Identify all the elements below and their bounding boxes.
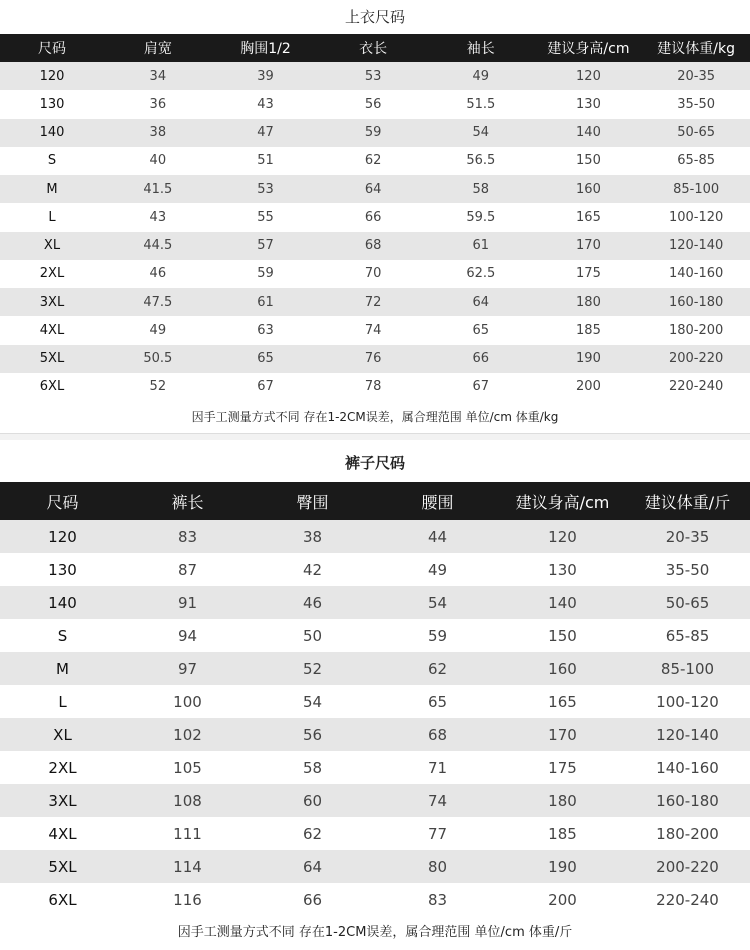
- table-cell: 65: [472, 322, 490, 338]
- table-cell: 40: [149, 153, 167, 169]
- size-cell: S: [57, 626, 68, 645]
- table-row: [0, 850, 750, 883]
- column-header: 臀围: [250, 482, 375, 520]
- table-row: [0, 685, 750, 718]
- table-cell: 160: [548, 659, 577, 678]
- table-cell: 175: [548, 758, 577, 777]
- table-cell: 190: [548, 857, 577, 876]
- table-cell: 44.5: [143, 238, 173, 254]
- table-cell: 36: [149, 96, 167, 112]
- size-cell: L: [48, 209, 56, 225]
- table-row: [0, 586, 750, 619]
- table-cell: 55: [257, 209, 274, 225]
- table-cell: 52: [302, 659, 323, 678]
- table-row: [0, 175, 750, 203]
- table-cell: 59.5: [466, 209, 496, 225]
- size-cell: 120: [48, 527, 77, 546]
- table-cell: 200-220: [656, 857, 719, 876]
- top-size-table: [0, 34, 750, 401]
- table-cell: 108: [173, 791, 202, 810]
- table-cell: 120-140: [668, 238, 724, 254]
- size-cell: 4XL: [39, 322, 65, 338]
- table-cell: 61: [257, 294, 274, 310]
- table-cell: 59: [364, 125, 382, 141]
- table-row: [0, 316, 750, 344]
- table-cell: 220-240: [668, 379, 724, 395]
- table-cell: 170: [576, 238, 601, 254]
- size-cell: 4XL: [48, 824, 77, 843]
- table-row: [0, 260, 750, 288]
- table-cell: 54: [427, 593, 448, 612]
- table-cell: 70: [364, 266, 382, 282]
- table-cell: 140: [576, 125, 601, 141]
- table-cell: 34: [149, 68, 167, 84]
- table-cell: 62: [427, 659, 448, 678]
- table-cell: 120-140: [656, 725, 719, 744]
- table-row: [0, 883, 750, 916]
- table-cell: 130: [548, 560, 577, 579]
- column-header: 肩宽: [104, 34, 212, 62]
- table-cell: 66: [472, 351, 490, 367]
- table-row: [0, 751, 750, 784]
- table-cell: 51.5: [466, 96, 496, 112]
- table-cell: 49: [472, 68, 490, 84]
- table-cell: 87: [177, 560, 198, 579]
- size-cell: XL: [53, 725, 72, 744]
- table-cell: 200: [548, 890, 577, 909]
- size-cell: 140: [48, 593, 77, 612]
- table-cell: 200: [576, 379, 601, 395]
- size-cell: 5XL: [48, 857, 77, 876]
- table-cell: 49: [427, 560, 448, 579]
- table-cell: 56.5: [466, 153, 496, 169]
- table-cell: 190: [576, 351, 601, 367]
- table-cell: 160: [576, 181, 601, 197]
- size-cell: S: [47, 153, 57, 169]
- table-cell: 116: [173, 890, 202, 909]
- table-cell: 102: [173, 725, 202, 744]
- table-cell: 85-100: [660, 659, 715, 678]
- table-cell: 74: [364, 322, 382, 338]
- table-row: [0, 784, 750, 817]
- table-cell: 65-85: [677, 153, 716, 169]
- table-cell: 114: [173, 857, 202, 876]
- size-cell: M: [56, 659, 69, 678]
- table-header-row: [0, 482, 750, 520]
- table-cell: 67: [257, 379, 274, 395]
- size-cell: 120: [39, 68, 65, 84]
- size-cell: 2XL: [48, 758, 77, 777]
- table-cell: 47: [257, 125, 274, 141]
- table-row: [0, 718, 750, 751]
- table-cell: 20-35: [665, 527, 710, 546]
- table-cell: 100-120: [668, 209, 724, 225]
- size-cell: 140: [39, 125, 65, 141]
- table-cell: 64: [472, 294, 490, 310]
- table-cell: 54: [302, 692, 323, 711]
- table-cell: 83: [177, 527, 198, 546]
- table-cell: 160-180: [668, 294, 724, 310]
- table-cell: 94: [177, 626, 198, 645]
- size-cell: 3XL: [39, 294, 65, 310]
- table-row: [0, 288, 750, 316]
- table-cell: 180-200: [656, 824, 719, 843]
- table-cell: 200-220: [668, 351, 724, 367]
- pants-size-note: 因手工测量方式不同 存在1-2CM误差，属合理范围 单位/cm 体重/斤: [177, 925, 573, 940]
- table-cell: 185: [548, 824, 577, 843]
- table-cell: 165: [548, 692, 577, 711]
- table-cell: 68: [427, 725, 448, 744]
- table-cell: 56: [364, 96, 382, 112]
- table-cell: 62: [364, 153, 382, 169]
- table-row: [0, 62, 750, 90]
- table-cell: 20-35: [677, 68, 716, 84]
- table-cell: 54: [472, 125, 490, 141]
- table-row: [0, 345, 750, 373]
- table-cell: 64: [302, 857, 323, 876]
- table-cell: 185: [576, 322, 601, 338]
- table-cell: 53: [364, 68, 382, 84]
- table-cell: 150: [576, 153, 601, 169]
- table-cell: 43: [257, 96, 274, 112]
- table-cell: 140-160: [668, 266, 724, 282]
- table-row: [0, 652, 750, 685]
- table-cell: 56: [302, 725, 323, 744]
- size-cell: XL: [43, 238, 61, 254]
- table-cell: 66: [302, 890, 323, 909]
- column-header: 建议身高/cm: [500, 482, 625, 520]
- table-cell: 39: [257, 68, 274, 84]
- table-row: [0, 90, 750, 118]
- table-cell: 140-160: [656, 758, 719, 777]
- size-cell: 130: [39, 96, 65, 112]
- table-cell: 62: [302, 824, 323, 843]
- table-cell: 38: [302, 527, 323, 546]
- table-cell: 35-50: [665, 560, 710, 579]
- table-cell: 38: [149, 125, 167, 141]
- table-cell: 83: [427, 890, 448, 909]
- table-cell: 67: [472, 379, 490, 395]
- table-cell: 43: [149, 209, 167, 225]
- size-cell: 6XL: [48, 890, 77, 909]
- top-size-note: 因手工测量方式不同 存在1-2CM误差，属合理范围 单位/cm 体重/kg: [191, 410, 559, 424]
- table-cell: 65: [257, 351, 274, 367]
- table-cell: 160-180: [656, 791, 719, 810]
- table-cell: 46: [149, 266, 167, 282]
- table-cell: 120: [548, 527, 577, 546]
- table-row: [0, 203, 750, 231]
- table-row: [0, 817, 750, 850]
- column-header: 尺码: [0, 34, 104, 62]
- size-cell: 2XL: [39, 266, 65, 282]
- table-cell: 78: [364, 379, 382, 395]
- table-cell: 130: [576, 96, 601, 112]
- table-cell: 111: [173, 824, 202, 843]
- size-cell: M: [46, 181, 58, 197]
- table-cell: 62.5: [466, 266, 496, 282]
- top-size-section: [0, 0, 750, 433]
- table-cell: 65: [427, 692, 448, 711]
- pants-size-section: [0, 444, 750, 950]
- table-cell: 58: [472, 181, 490, 197]
- table-cell: 64: [364, 181, 382, 197]
- column-header: 建议身高/cm: [535, 34, 643, 62]
- column-header: 尺码: [0, 482, 125, 520]
- table-cell: 180: [576, 294, 601, 310]
- table-cell: 42: [302, 560, 323, 579]
- table-cell: 140: [548, 593, 577, 612]
- table-cell: 165: [576, 209, 601, 225]
- table-cell: 63: [257, 322, 274, 338]
- size-cell: 5XL: [39, 351, 65, 367]
- table-cell: 91: [177, 593, 198, 612]
- table-cell: 220-240: [656, 890, 719, 909]
- column-header: 裤长: [125, 482, 250, 520]
- table-cell: 105: [173, 758, 202, 777]
- table-cell: 50.5: [143, 351, 173, 367]
- table-cell: 41.5: [143, 181, 173, 197]
- table-cell: 47.5: [143, 294, 173, 310]
- column-header: 袖长: [427, 34, 535, 62]
- table-cell: 49: [149, 322, 167, 338]
- table-cell: 72: [364, 294, 382, 310]
- table-row: [0, 520, 750, 553]
- table-cell: 180: [548, 791, 577, 810]
- pants-size-title: 裤子尺码: [344, 454, 405, 472]
- table-cell: 53: [257, 181, 274, 197]
- table-row: [0, 147, 750, 175]
- table-cell: 71: [427, 758, 448, 777]
- table-cell: 97: [177, 659, 198, 678]
- section-divider: [0, 433, 750, 440]
- table-cell: 61: [472, 238, 490, 254]
- table-cell: 35-50: [677, 96, 716, 112]
- table-cell: 100: [173, 692, 202, 711]
- table-cell: 77: [427, 824, 448, 843]
- table-cell: 52: [149, 379, 167, 395]
- table-cell: 57: [257, 238, 274, 254]
- table-cell: 46: [302, 593, 323, 612]
- size-cell: 130: [48, 560, 77, 579]
- table-cell: 170: [548, 725, 577, 744]
- table-cell: 76: [364, 351, 382, 367]
- table-cell: 59: [257, 266, 274, 282]
- table-header-row: [0, 34, 750, 62]
- table-cell: 85-100: [673, 181, 720, 197]
- table-cell: 51: [257, 153, 274, 169]
- table-row: [0, 553, 750, 586]
- table-row: [0, 619, 750, 652]
- table-cell: 44: [427, 527, 448, 546]
- table-cell: 120: [576, 68, 601, 84]
- table-cell: 60: [302, 791, 323, 810]
- column-header: 腰围: [375, 482, 500, 520]
- table-cell: 50-65: [677, 125, 716, 141]
- top-size-title: 上衣尺码: [344, 8, 405, 26]
- size-cell: L: [58, 692, 67, 711]
- table-cell: 180-200: [668, 322, 724, 338]
- table-cell: 50-65: [665, 593, 710, 612]
- table-cell: 74: [427, 791, 448, 810]
- table-cell: 68: [364, 238, 382, 254]
- size-cell: 3XL: [48, 791, 77, 810]
- table-cell: 50: [302, 626, 323, 645]
- table-row: [0, 232, 750, 260]
- column-header: 衣长: [319, 34, 427, 62]
- table-cell: 66: [364, 209, 382, 225]
- column-header: 建议体重/斤: [625, 482, 750, 520]
- table-cell: 80: [427, 857, 448, 876]
- table-row: [0, 373, 750, 401]
- table-cell: 58: [302, 758, 323, 777]
- column-header: 建议体重/kg: [642, 34, 750, 62]
- table-cell: 150: [548, 626, 577, 645]
- pants-size-table: [0, 482, 750, 916]
- table-cell: 175: [576, 266, 601, 282]
- table-row: [0, 119, 750, 147]
- table-cell: 59: [427, 626, 448, 645]
- table-cell: 65-85: [665, 626, 710, 645]
- table-cell: 100-120: [656, 692, 719, 711]
- column-header: 胸围1/2: [212, 34, 320, 62]
- size-cell: 6XL: [39, 379, 65, 395]
